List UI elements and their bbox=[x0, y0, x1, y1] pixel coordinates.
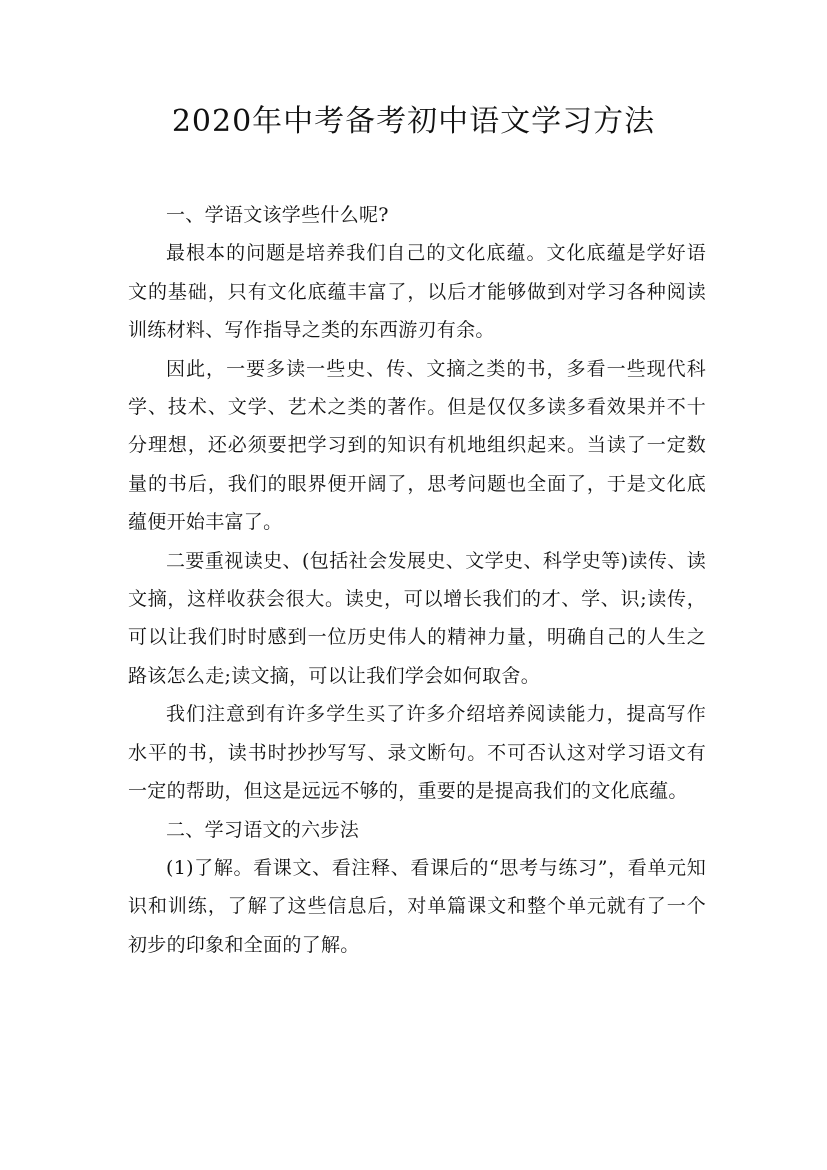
section-heading-1: 一、学语文该学些什么呢? bbox=[166, 204, 389, 226]
paragraph-2: 因此，一要多读一些史、传、文摘之类的书，多看一些现代科学、技术、文学、艺术之类的著作。但是仅仅多读多看效果并不十分理想，还必须要把学习到的知识有机地组织起来。当读了一定数量的书后，我们的眼界便开阔了，思考问题也全面了，于是文化底蕴便开始丰富了。 bbox=[128, 357, 706, 534]
paragraph-1: 最根本的问题是培养我们自己的文化底蕴。文化底蕴是学好语文的基础，只有文化底蕴丰富了，以后才能够做到对学习各种阅读训练材料、写作指导之类的东西游刃有余。 bbox=[128, 242, 706, 342]
document-body bbox=[128, 196, 706, 964]
section-heading-2: 二、学习语文的六步法 bbox=[166, 818, 360, 841]
paragraph-4: 我们注意到有许多学生买了许多介绍培养阅读能力，提高写作水平的书，读书时抄抄写写、录文断句。不可否认这对学习语文有一定的帮助，但这是远远不够的，重要的是提高我们的文化底蕴。 bbox=[128, 703, 706, 803]
paragraph-3: 二要重视读史、(包括社会发展史、文学史、科学史等)读传、读文摘，这样收获会很大。读史，可以增长我们的才、学、识;读传，可以让我们时时感到一位历史伟人的精神力量，明确自己的人生之路该怎么走;读文摘，可以让我们学会如何取舍。 bbox=[128, 549, 706, 687]
document-title: 2020年中考备考初中语文学习方法 bbox=[171, 104, 656, 139]
paragraph-5: (1)了解。看课文、看注释、看课后的“思考与练习”，看单元知识和训练，了解了这些信息后，对单篇课文和整个单元就有了一个初步的印象和全面的了解。 bbox=[128, 856, 706, 956]
